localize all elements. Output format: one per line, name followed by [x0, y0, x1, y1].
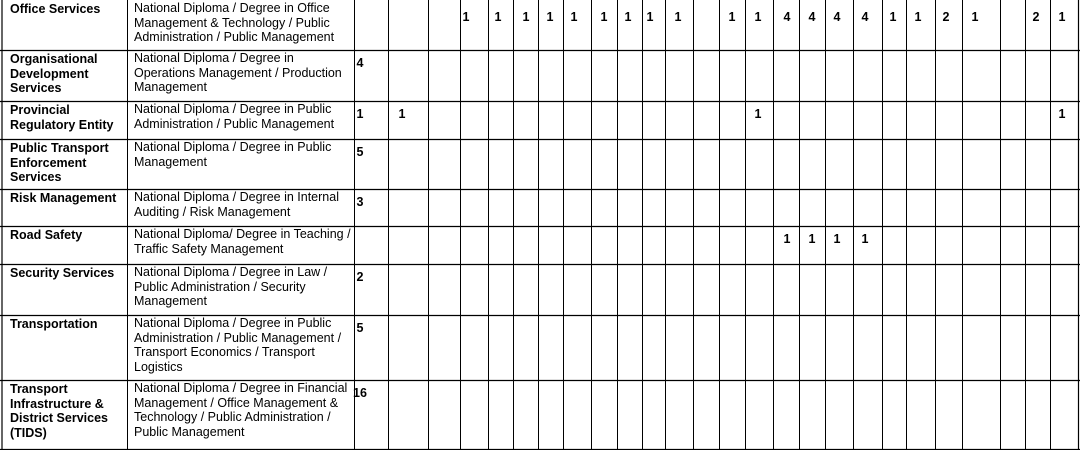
count-cell: 1	[1058, 107, 1066, 121]
count-cell: 1	[356, 107, 364, 121]
unit-name-cell: Road Safety	[10, 228, 83, 242]
count-cell: 1	[600, 10, 608, 24]
count-cell: 4	[833, 10, 841, 24]
count-cell: 1	[674, 10, 682, 24]
count-cell: 1	[494, 10, 502, 24]
unit-name-cell: Transportation	[10, 317, 98, 331]
count-cell: 3	[356, 195, 364, 209]
table-row	[0, 50, 1080, 101]
qualification-cell: National Diploma / Degree in Public Management	[134, 140, 332, 169]
count-cell: 1	[783, 232, 791, 246]
unit-name-cell: Transport Infrastructure & District Services (TIDS)	[10, 382, 108, 440]
table-row	[0, 226, 1080, 264]
count-cell: 5	[356, 145, 364, 159]
unit-name-cell: Office Services	[10, 2, 101, 16]
table-row	[0, 0, 1080, 50]
count-cell: 2	[942, 10, 950, 24]
unit-name-cell: Public Transport Enforcement Services	[10, 141, 109, 185]
unit-name-cell: Risk Management	[10, 191, 117, 205]
qualification-cell: National Diploma / Degree in Office Management & Technology / Public Administration / Public Management	[134, 1, 335, 45]
table-row	[0, 315, 1080, 380]
count-cell: 1	[889, 10, 897, 24]
unit-name-cell: Organisational Development Services	[10, 52, 98, 96]
count-cell: 1	[861, 232, 869, 246]
count-cell: 4	[861, 10, 869, 24]
qualification-cell: National Diploma / Degree in Internal Auditing / Risk Management	[134, 190, 339, 219]
count-cell: 1	[570, 10, 578, 24]
qualification-cell: National Diploma / Degree in Financial Management / Office Management & Technology / Public Administration / Public Management	[134, 381, 348, 439]
table-row	[0, 189, 1080, 226]
count-cell: 1	[754, 10, 762, 24]
qualification-cell: National Diploma / Degree in Operations Management / Production Management	[134, 51, 342, 95]
count-cell: 1	[646, 10, 654, 24]
count-cell: 1	[754, 107, 762, 121]
count-cell: 4	[783, 10, 791, 24]
unit-name-cell: Provincial Regulatory Entity	[10, 103, 114, 132]
count-cell: 4	[808, 10, 816, 24]
table-row	[0, 139, 1080, 189]
count-cell: 1	[462, 10, 470, 24]
unit-name-cell: Security Services	[10, 266, 115, 280]
count-cell: 1	[522, 10, 530, 24]
count-cell: 2	[1032, 10, 1040, 24]
qualification-cell: National Diploma / Degree in Public Administration / Public Management / Transport Economics / Transport Logistics	[134, 316, 342, 374]
count-cell: 1	[833, 232, 841, 246]
count-cell: 2	[356, 270, 364, 284]
qualification-cell: National Diploma / Degree in Public Administration / Public Management	[134, 102, 335, 131]
count-cell: 4	[356, 56, 364, 70]
count-cell: 1	[971, 10, 979, 24]
count-cell: 1	[546, 10, 554, 24]
count-cell: 1	[1058, 10, 1066, 24]
count-cell: 1	[808, 232, 816, 246]
table-row	[0, 264, 1080, 315]
count-cell: 1	[398, 107, 406, 121]
table-row	[0, 380, 1080, 449]
count-cell: 1	[728, 10, 736, 24]
count-cell: 16	[353, 386, 367, 400]
qualification-cell: National Diploma / Degree in Law / Public Administration / Security Management	[134, 265, 328, 309]
count-cell: 1	[624, 10, 632, 24]
table-row	[0, 101, 1080, 139]
count-cell: 5	[356, 321, 364, 335]
count-cell: 1	[914, 10, 922, 24]
qualification-cell: National Diploma/ Degree in Teaching / Traffic Safety Management	[134, 227, 351, 256]
